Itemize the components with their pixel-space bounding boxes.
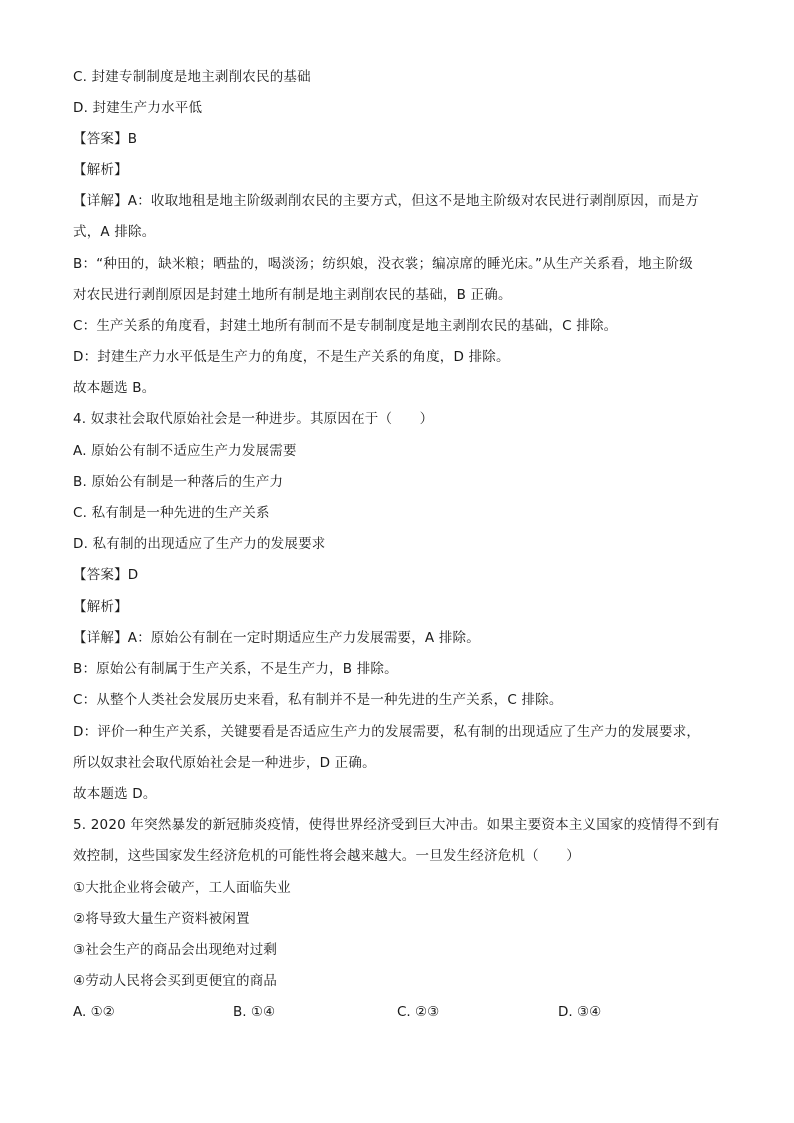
q3-detail-b-cont: 对农民进行剥削原因是封建土地所有制是地主剥削农民的基础，B 正确。: [73, 287, 512, 303]
q4-option-a: A. 原始公有制不适应生产力发展需要: [73, 443, 297, 459]
q4-conclusion: 故本题选 D。: [73, 786, 157, 802]
q3-detail-b: B：“种田的，缺米粮；晒盐的，喝淡汤；纺织娘，没衣裳；编凉席的睡光床。”从生产关系看，地主阶级: [73, 256, 693, 272]
q3-answer: 【答案】B: [73, 131, 138, 147]
q3-option-c: C. 封建专制制度是地主剥削农民的基础: [73, 69, 311, 85]
q5-option-a: A. ①②: [73, 1004, 115, 1020]
q3-conclusion: 故本题选 B。: [73, 380, 156, 396]
q5-option-c: C. ②③: [397, 1004, 440, 1020]
q3-detail-a: 【详解】A：收取地租是地主阶级剥削农民的主要方式，但这不是地主阶级对农民进行剥削原因，而是方: [73, 193, 699, 209]
q4-detail-d: D：评价一种生产关系，关键要看是否适应生产力的发展需要，私有制的出现适应了生产力的发展要求，: [73, 724, 701, 740]
q5-option-d: D. ③④: [558, 1004, 602, 1020]
q5-stem-cont: 效控制，这些国家发生经济危机的可能性将会越来越大。一旦发生经济危机（ ）: [73, 848, 580, 864]
q5-statement-2: ②将导致大量生产资料被闲置: [73, 911, 250, 927]
q4-detail-a: 【详解】A：原始公有制在一定时期适应生产力发展需要，A 排除。: [73, 630, 480, 646]
q5-statement-4: ④劳动人民将会买到更便宜的商品: [73, 973, 278, 989]
q4-analysis-heading: 【解析】: [73, 599, 128, 615]
q5-stem: 5. 2020 年突然暴发的新冠肺炎疫情，使得世界经济受到巨大冲击。如果主要资本主义国家的疫情得不到有: [73, 817, 720, 833]
q4-answer: 【答案】D: [73, 567, 139, 583]
q3-detail-d: D：封建生产力水平低是生产力的角度，不是生产关系的角度，D 排除。: [73, 349, 510, 365]
q4-option-d: D. 私有制的出现适应了生产力的发展要求: [73, 536, 326, 552]
q5-option-b: B. ①④: [233, 1004, 276, 1020]
q3-analysis-heading: 【解析】: [73, 162, 128, 178]
q5-statement-1: ①大批企业将会破产，工人面临失业: [73, 880, 291, 896]
q4-option-b: B. 原始公有制是一种落后的生产力: [73, 474, 284, 490]
q4-detail-d-cont: 所以奴隶社会取代原始社会是一种进步，D 正确。: [73, 755, 376, 771]
q4-detail-c: C：从整个人类社会发展历史来看，私有制并不是一种先进的生产关系，C 排除。: [73, 692, 563, 708]
q4-stem: 4. 奴隶社会取代原始社会是一种进步。其原因在于（ ）: [73, 411, 434, 427]
q5-statement-3: ③社会生产的商品会出现绝对过剩: [73, 942, 278, 958]
q3-detail-c: C：生产关系的角度看，封建土地所有制而不是专制制度是地主剥削农民的基础，C 排除。: [73, 318, 618, 334]
q5-options: [73, 1004, 733, 1022]
q3-option-d: D. 封建生产力水平低: [73, 100, 203, 116]
q3-detail-a-cont: 式，A 排除。: [73, 224, 156, 240]
q4-option-c: C. 私有制是一种先进的生产关系: [73, 505, 270, 521]
q4-detail-b: B：原始公有制属于生产关系，不是生产力，B 排除。: [73, 661, 398, 677]
